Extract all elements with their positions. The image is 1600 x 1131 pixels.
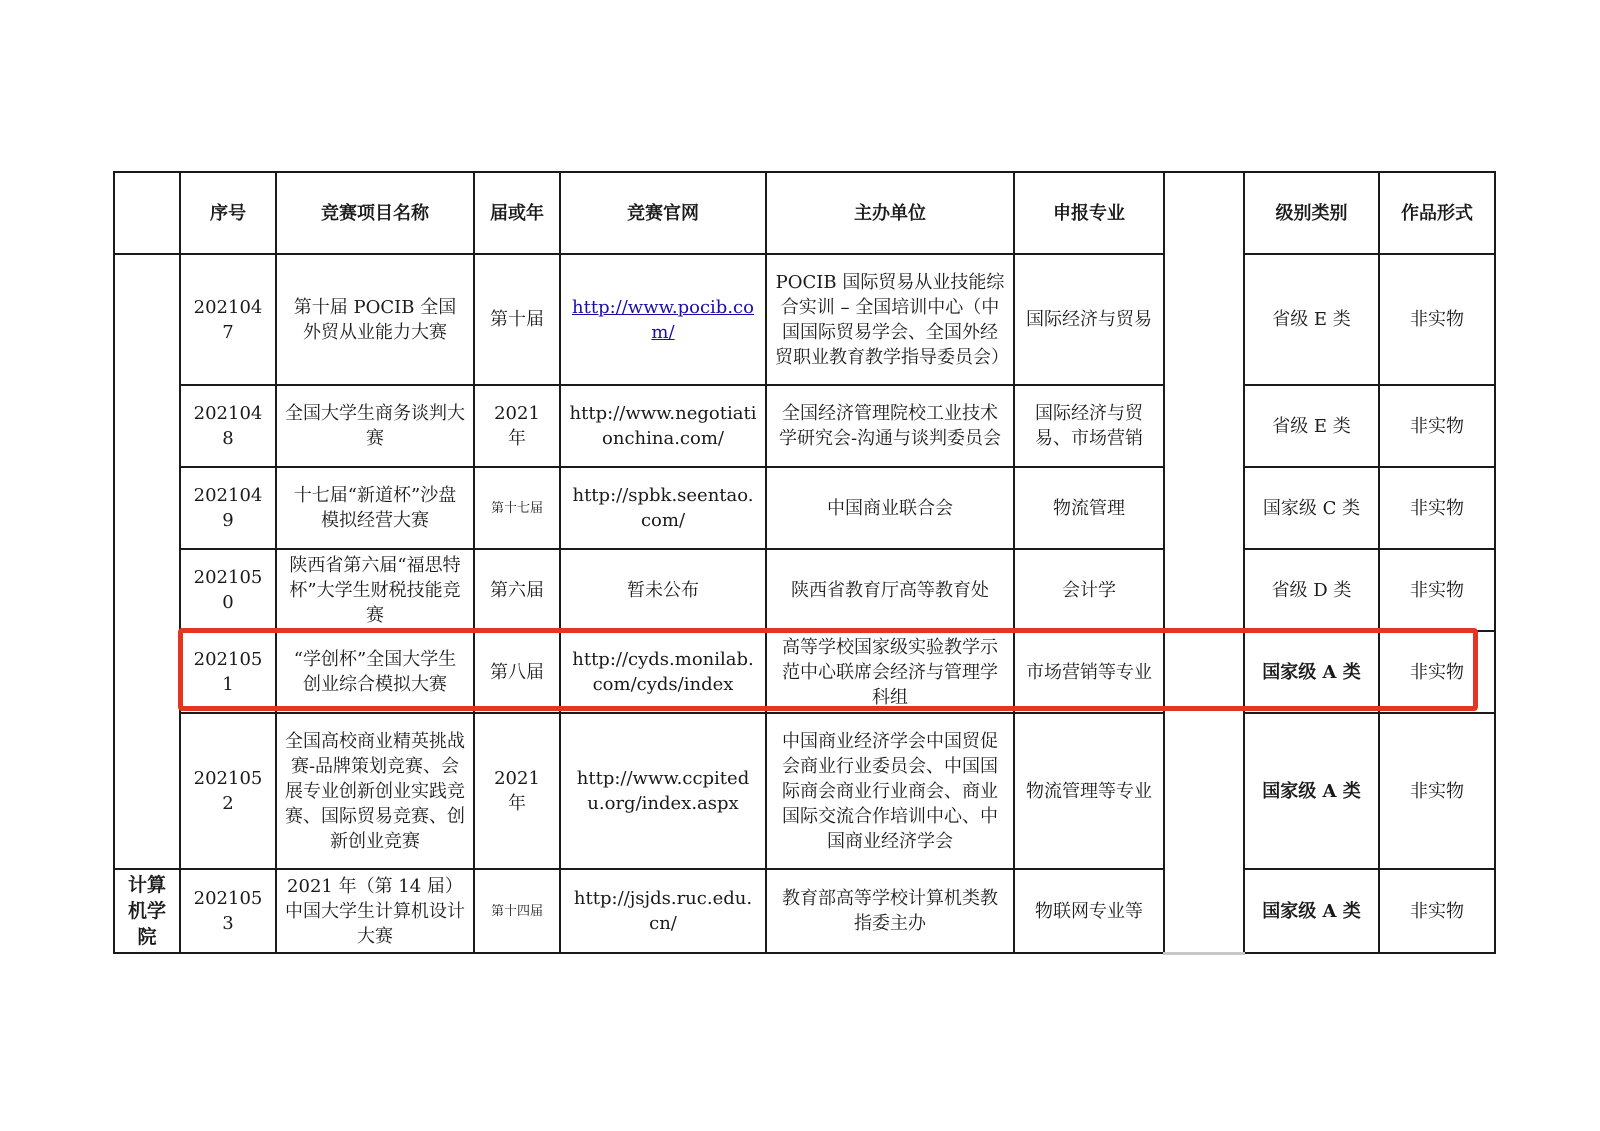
dept-cell [114,385,180,467]
session-cell: 第十四届 [474,869,560,953]
level-cell: 国家级 A 类 [1244,631,1379,713]
session-cell: 2021 年 [474,385,560,467]
major-cell: 物流管理等专业 [1014,713,1164,869]
website-cell: http://www.negotiationchina.com/ [560,385,766,467]
major-cell: 物流管理 [1014,467,1164,549]
website-cell: 暂未公布 [560,549,766,631]
organizer-cell: 中国商业联合会 [766,467,1014,549]
level-cell: 国家级 C 类 [1244,467,1379,549]
header-name: 竞赛项目名称 [276,172,474,254]
table-row [114,254,1495,385]
gap-cell [1164,713,1244,869]
gap-cell [1164,869,1244,953]
website-cell: http://jsjds.ruc.edu.cn/ [560,869,766,953]
table-header-row [114,172,1495,254]
form-cell: 非实物 [1379,467,1495,549]
level-cell: 省级 D 类 [1244,549,1379,631]
dept-cell: 计算机学院 [114,869,180,953]
organizer-cell: 教育部高等学校计算机类教指委主办 [766,869,1014,953]
gap-cell [1164,467,1244,549]
table-row [114,467,1495,549]
dept-cell [114,467,180,549]
major-cell: 物联网专业等 [1014,869,1164,953]
header-form: 作品形式 [1379,172,1495,254]
session-cell: 2021 年 [474,713,560,869]
major-cell: 会计学 [1014,549,1164,631]
table-row [114,549,1495,631]
form-cell: 非实物 [1379,385,1495,467]
session-cell: 第十七届 [474,467,560,549]
competition-table [113,171,1496,955]
level-cell: 省级 E 类 [1244,254,1379,385]
website-cell: http://cyds.monilab.com/cyds/index [560,631,766,713]
id-cell: 2021051 [180,631,276,713]
gap-cell [1164,254,1244,385]
name-cell: 第十届 POCIB 全国外贸从业能力大赛 [276,254,474,385]
header-organizer: 主办单位 [766,172,1014,254]
name-cell: “学创杯”全国大学生创业综合模拟大赛 [276,631,474,713]
session-cell: 第十届 [474,254,560,385]
gap-cell [1164,549,1244,631]
major-cell: 国际经济与贸易 [1014,254,1164,385]
gap-cell [1164,385,1244,467]
name-cell: 2021 年（第 14 届）中国大学生计算机设计大赛 [276,869,474,953]
form-cell: 非实物 [1379,869,1495,953]
header-id: 序号 [180,172,276,254]
header-gap [1164,172,1244,254]
level-cell: 国家级 A 类 [1244,869,1379,953]
id-cell: 2021048 [180,385,276,467]
major-cell: 市场营销等专业 [1014,631,1164,713]
id-cell: 2021052 [180,713,276,869]
dept-cell [114,713,180,869]
level-cell: 国家级 A 类 [1244,713,1379,869]
name-cell: 陕西省第六届“福思特杯”大学生财税技能竞赛 [276,549,474,631]
gap-cell [1164,631,1244,713]
table-row-highlighted [114,631,1495,713]
organizer-cell: 全国经济管理院校工业技术学研究会-沟通与谈判委员会 [766,385,1014,467]
name-cell: 全国大学生商务谈判大赛 [276,385,474,467]
website-link[interactable]: http://www.pocib.com/ [572,296,754,343]
organizer-cell: POCIB 国际贸易从业技能综合实训 – 全国培训中心（中国国际贸易学会、全国外经贸职业教育教学指导委员会） [766,254,1014,385]
major-cell: 国际经济与贸易、市场营销 [1014,385,1164,467]
session-cell: 第八届 [474,631,560,713]
table-row [114,713,1495,869]
form-cell: 非实物 [1379,713,1495,869]
id-cell: 2021049 [180,467,276,549]
form-cell: 非实物 [1379,254,1495,385]
id-cell: 2021050 [180,549,276,631]
form-cell: 非实物 [1379,549,1495,631]
session-cell: 第六届 [474,549,560,631]
form-cell: 非实物 [1379,631,1495,713]
header-major: 申报专业 [1014,172,1164,254]
name-cell: 十七届“新道杯”沙盘模拟经营大赛 [276,467,474,549]
website-cell: http://spbk.seentao.com/ [560,467,766,549]
organizer-cell: 中国商业经济学会中国贸促会商业行业委员会、中国国际商会商业行业商会、商业国际交流合作培训中心、中国商业经济学会 [766,713,1014,869]
level-cell: 省级 E 类 [1244,385,1379,467]
table-row [114,869,1495,953]
dept-cell [114,631,180,713]
header-level: 级别类别 [1244,172,1379,254]
id-cell: 2021047 [180,254,276,385]
id-cell: 2021053 [180,869,276,953]
organizer-cell: 陕西省教育厅高等教育处 [766,549,1014,631]
dept-header-cell [114,172,180,254]
dept-cell [114,549,180,631]
header-website: 竞赛官网 [560,172,766,254]
table-row [114,385,1495,467]
name-cell: 全国高校商业精英挑战赛-品牌策划竞赛、会展专业创新创业实践竞赛、国际贸易竞赛、创新创业竞赛 [276,713,474,869]
website-cell [560,254,766,385]
website-cell: http://www.ccpitedu.org/index.aspx [560,713,766,869]
dept-cell [114,254,180,385]
organizer-cell: 高等学校国家级实验教学示范中心联席会经济与管理学科组 [766,631,1014,713]
header-session: 届或年 [474,172,560,254]
